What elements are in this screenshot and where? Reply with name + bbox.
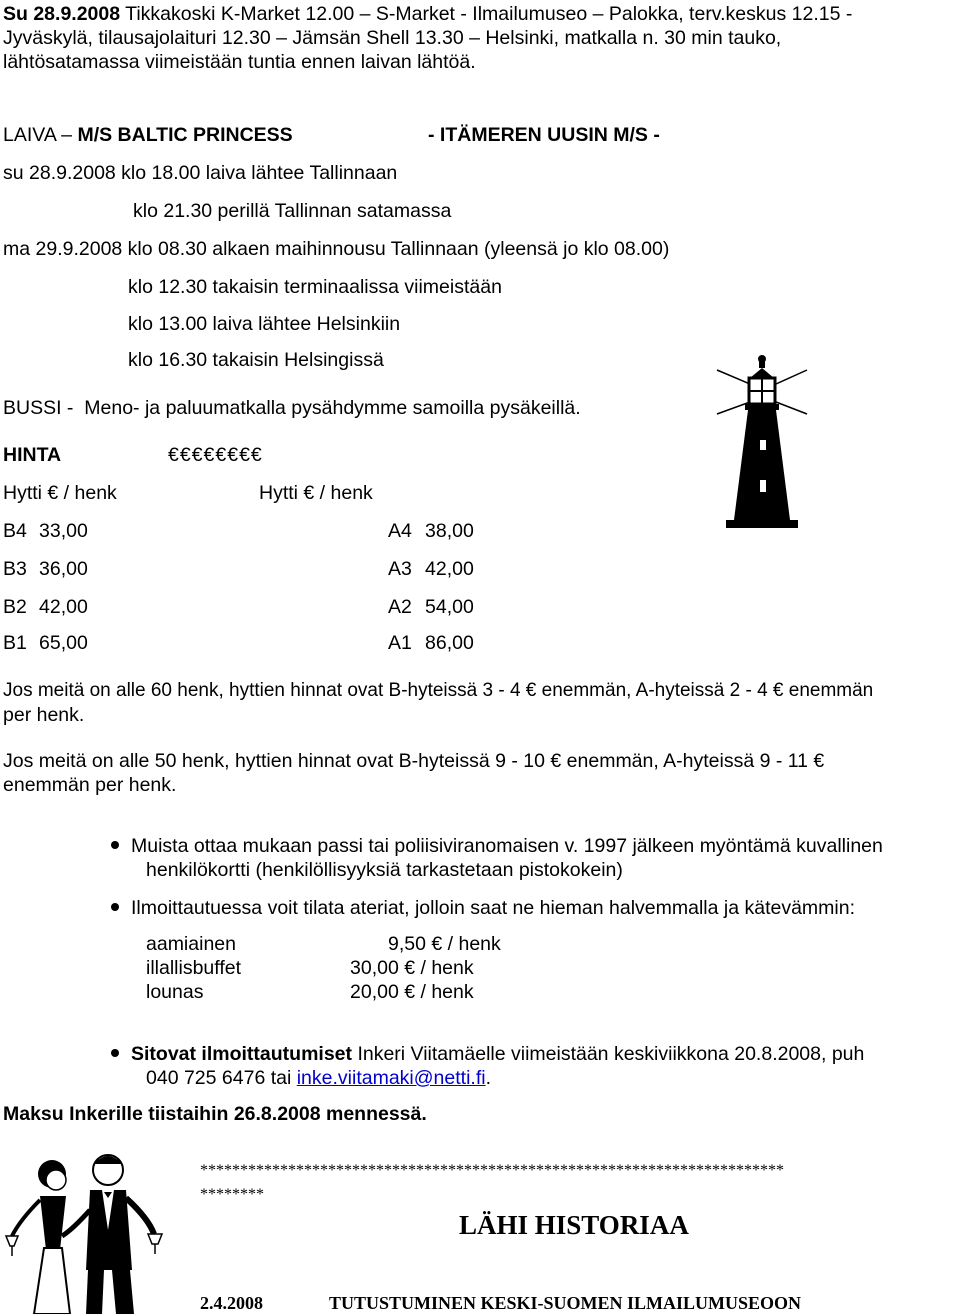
intro-line-1 (3, 2, 852, 26)
cabin-class-b: B2 (3, 596, 27, 618)
meal-price: 9,50 € / henk (388, 933, 501, 955)
schedule-line: ma 29.9.2008 klo 08.30 alkaen maihinnousu Tallinnaan (yleensä jo klo 08.00) (3, 238, 670, 260)
cabin-class-a: A2 (388, 596, 412, 618)
schedule-line: klo 16.30 takaisin Helsingissä (128, 349, 384, 371)
payment-deadline: Maksu Inkerille tiistaihin 26.8.2008 mennessä. (3, 1103, 427, 1125)
cabin-class-a: A4 (388, 520, 412, 542)
cabin-price-b: 36,00 (39, 558, 88, 580)
bus-info (3, 396, 581, 420)
intro-line-2: Jyväskylä, tilausajolaituri 12.30 – Jämsän Shell 13.30 – Helsinki, matkalla n. 30 min tauko, (3, 27, 782, 49)
cabin-price-b: 33,00 (39, 520, 88, 542)
cabin-price-a: 42,00 (425, 558, 474, 580)
meal-name: illallisbuffet (146, 957, 242, 979)
ship-tagline: - ITÄMEREN UUSIN M/S - (428, 124, 660, 146)
note-under-60-cont: per henk. (3, 704, 85, 726)
lighthouse-icon (712, 350, 812, 535)
note-under-50: Jos meitä on alle 50 henk, hyttien hinnat ovat B-hyteissä 9 - 10 € enemmän, A-hyteissä 9 - 11 € (3, 750, 825, 772)
signup-text: Inkeri Viitamäelle viimeistään keskiviikkona 20.8.2008, puh (352, 1043, 865, 1065)
ship-heading (3, 123, 293, 147)
meal-name: aamiainen (146, 933, 236, 955)
cabin-class-b: B4 (3, 520, 27, 542)
note-under-50-cont: enemmän per henk. (3, 774, 177, 796)
bus-text: Meno- ja paluumatkalla pysähdymme samoilla pysäkeillä. (84, 397, 581, 419)
cabin-price-b: 42,00 (39, 596, 88, 618)
cabin-price-a: 86,00 (425, 632, 474, 654)
meals-intro: Ilmoittautuessa voit tilata ateriat, jolloin saat ne hieman halvemmalla ja kätevämmin: (131, 897, 856, 919)
cabin-class-a: A1 (388, 632, 412, 654)
schedule-line: su 28.9.2008 klo 18.00 laiva lähtee Tallinnaan (3, 162, 398, 184)
ship-name: M/S BALTIC PRINCESS (77, 124, 293, 146)
intro-route-1: Tikkakoski K-Market 12.00 – S-Market - Ilmailumuseo – Palokka, terv.keskus 12.15 - (120, 3, 853, 25)
euro-symbols: €€€€€€€€ (168, 444, 263, 466)
bus-label: BUSSI - (3, 397, 74, 419)
star-divider: ************************************************************************* (200, 1162, 784, 1179)
meal-name: lounas (146, 981, 204, 1003)
bullet-icon (111, 1049, 119, 1057)
price-heading (3, 443, 61, 467)
intro-date: Su 28.9.2008 (3, 3, 121, 25)
signup-phone: 040 725 6476 tai (146, 1067, 297, 1089)
cabin-price-a: 54,00 (425, 596, 474, 618)
bullet-icon (111, 841, 119, 849)
signup-bold: Sitovat ilmoittautumiset (131, 1043, 353, 1065)
bullet-icon (111, 903, 119, 911)
signup-end: . (485, 1067, 491, 1089)
event-date: 2.4.2008 (200, 1293, 263, 1313)
dancing-couple-icon (0, 1140, 180, 1314)
schedule-line: klo 12.30 takaisin terminaalissa viimeistään (128, 276, 502, 298)
signup-note (131, 1042, 864, 1066)
price-col-header-left: Hytti € / henk (3, 482, 117, 504)
meal-price: 30,00 € / henk (350, 957, 474, 979)
intro-line-3: lähtösatamassa viimeistään tuntia ennen laivan lähtöä. (3, 51, 476, 73)
cabin-price-b: 65,00 (39, 632, 88, 654)
cabin-class-a: A3 (388, 558, 412, 580)
signup-note-cont (146, 1066, 491, 1090)
price-heading-label: HINTA (3, 444, 62, 466)
price-col-header-right: Hytti € / henk (259, 482, 373, 504)
schedule-line: klo 13.00 laiva lähtee Helsinkiin (128, 313, 401, 335)
passport-note: Muista ottaa mukaan passi tai poliisiviranomaisen v. 1997 jälkeen myöntämä kuvallinen (131, 835, 883, 857)
meal-price: 20,00 € / henk (350, 981, 474, 1003)
cabin-class-b: B1 (3, 632, 27, 654)
schedule-line: klo 21.30 perillä Tallinnan satamassa (133, 200, 452, 222)
ship-prefix: LAIVA – (3, 124, 78, 146)
email-link[interactable]: inke.viitamaki@netti.fi (296, 1067, 486, 1089)
cabin-class-b: B3 (3, 558, 27, 580)
passport-note-cont: henkilökortti (henkilöllisyyksiä tarkastetaan pistokokein) (146, 859, 623, 881)
note-under-60: Jos meitä on alle 60 henk, hyttien hinnat ovat B-hyteissä 3 - 4 € enemmän, A-hyteissä 2 - 4 € enemmän (3, 680, 874, 701)
star-divider-cont: ******** (200, 1186, 264, 1203)
history-title: LÄHI HISTORIAA (459, 1210, 689, 1240)
event-title: TUTUSTUMINEN KESKI-SUOMEN ILMAILUMUSEOON (329, 1293, 802, 1313)
cabin-price-a: 38,00 (425, 520, 474, 542)
